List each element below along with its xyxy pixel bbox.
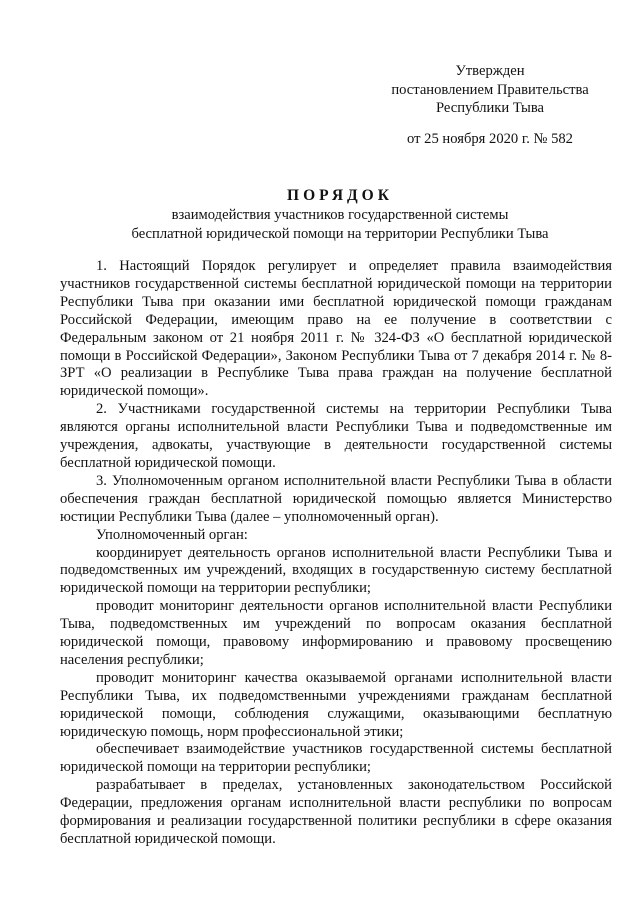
approval-date: от 25 ноября 2020 г. № 582: [407, 130, 573, 147]
approval-resolution: постановлением Правительства: [391, 81, 589, 98]
paragraph-authorized-body: Уполномоченный орган:: [96, 526, 248, 543]
document-title: ПОРЯДОК: [287, 187, 393, 204]
paragraph-coordinates: координирует деятельность органов исполнительной власти Республики Тыва и подведомственных им учреждений, входящих в государственную систему бесплатной юридической помощи на территории республики;: [60, 544, 612, 597]
paragraph-interaction: обеспечивает взаимодействие участников государственной системы бесплатной юридической помощи на территории республики;: [60, 741, 612, 776]
document-heading: [60, 186, 620, 244]
document-subtitle-line2: бесплатной юридической помощи на территории Республики Тыва: [131, 226, 549, 242]
paragraph-1: 1. Настоящий Порядок регулирует и определяет правила взаимодействия участников государственной системы бесплатной юридической помощи на территории Республики Тыва при оказании ими бесплатной юридической помощи гражданам Российской Федерации, имеющим право на ее получение в соответствии с Федеральным законом от 21 ноября 2011 г. № 324-ФЗ «О бесплатной юридической помощи в Российской Федерации», Законом Республики Тыва от 7 декабря 2014 г. № 8-ЗРТ «О реализации в Республике Тыва права граждан на получение бесплатной юридической помощи».: [60, 258, 612, 400]
approval-republic: Республики Тыва: [435, 100, 545, 116]
paragraph-proposals: разрабатывает в пределах, установленных законодательством Российской Федерации, предложения органам исполнительной власти республики по вопросам формирования и реализации государственной политики республики в сфере оказания бесплатной юридической помощи.: [60, 777, 612, 847]
paragraph-3: 3. Уполномоченным органом исполнительной власти Республики Тыва в области обеспечения граждан бесплатной юридической помощью является Министерство юстиции Республики Тыва (далее – уполномоченный орган).: [60, 472, 612, 525]
document-subtitle-line1: взаимодействия участников государственной системы: [171, 207, 509, 223]
paragraph-monitoring-activity: проводит мониторинг деятельности органов исполнительной власти Республики Тыва, подведомственных им учреждений по вопросам оказания бесплатной юридической помощи, правовому информированию и правовому просвещению населения республики;: [60, 598, 612, 668]
approval-stamp: [380, 62, 600, 148]
approval-approved: Утвержден: [455, 63, 525, 79]
paragraph-monitoring-quality: проводит мониторинг качества оказываемой органами исполнительной власти Республики Тыва, их подведомственными учреждениями гражданам бесплатной юридической помощи, соблюдения служащими, оказывающими бесплатную юридическую помощь, норм профессиональной этики;: [60, 669, 612, 740]
document-body: [60, 258, 612, 849]
paragraph-2: 2. Участниками государственной системы на территории Республики Тыва являются органы исполнительной власти Республики Тыва и подведомственные им учреждения, адвокаты, участвующие в деятельности государственной системы бесплатной юридической помощи.: [60, 401, 612, 471]
